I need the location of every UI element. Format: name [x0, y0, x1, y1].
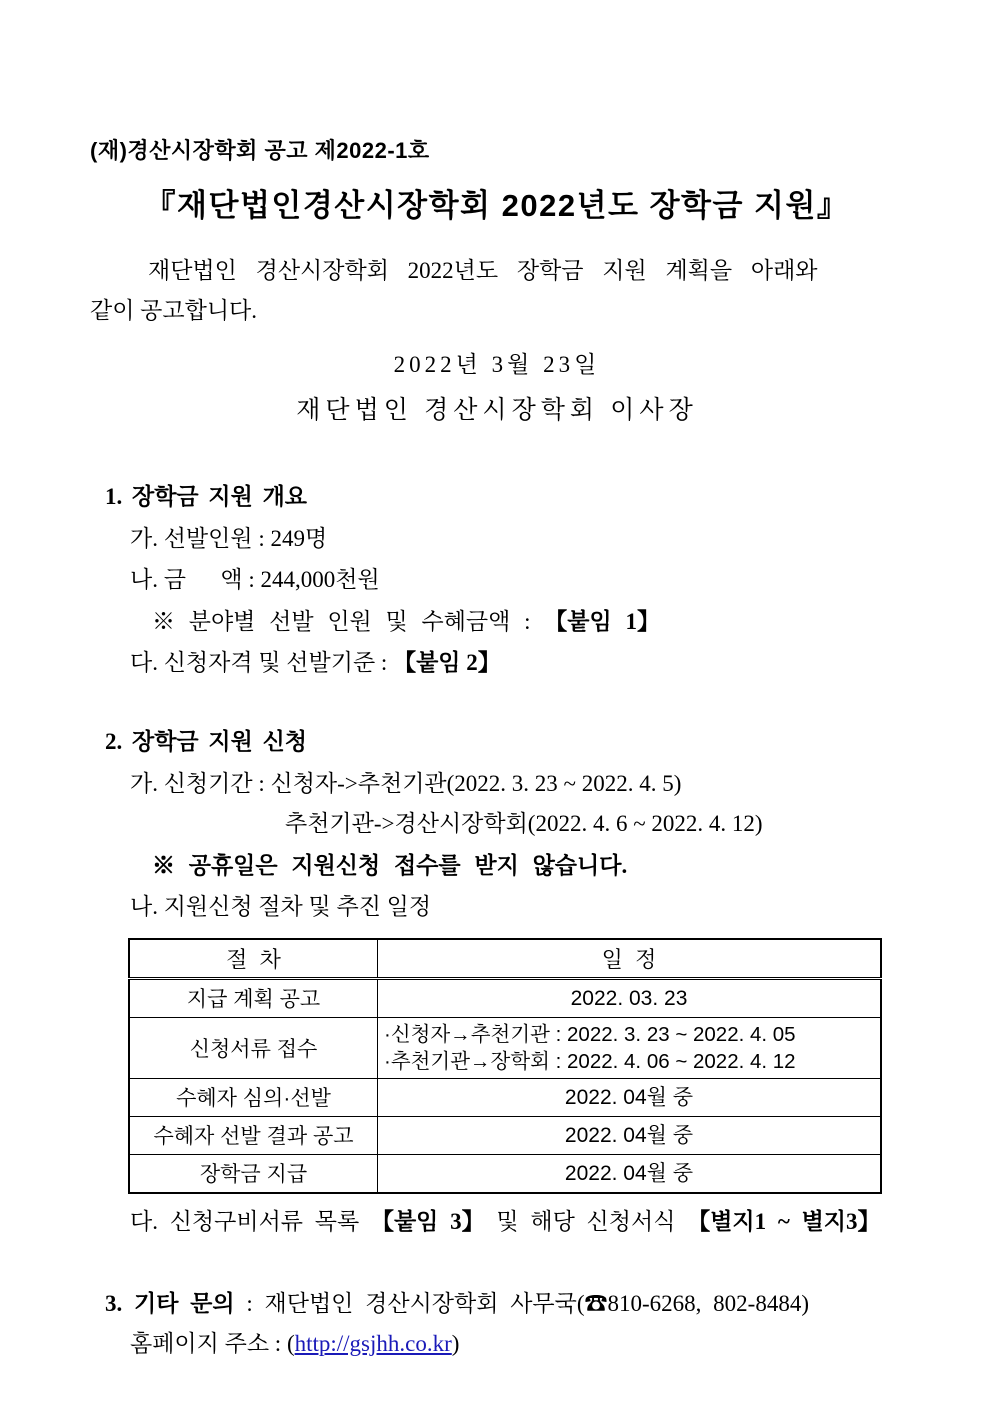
schedule-cell — [378, 1116, 882, 1154]
homepage-line: 홈페이지 주소 : (http://gsjhh.co.kr) — [130, 1330, 460, 1356]
section-contact — [90, 1285, 904, 1357]
table-row — [129, 1116, 881, 1154]
intro-line-1: 재단법인 경산시장학회 2022년도 장학금 지원 계획을 아래와 — [148, 258, 818, 283]
homepage-link[interactable]: http://gsjhh.co.kr — [294, 1330, 452, 1356]
schedule-cell — [378, 1078, 882, 1116]
schedule-cell — [378, 978, 882, 1017]
procedure-schedule-label: 나. 지원신청 절차 및 추진 일정 — [130, 894, 432, 920]
schedule-line: ·신청자→추천기관 : 2022. 3. 23 ~ 2022. 4. 05 — [384, 1022, 796, 1046]
intro-line-2: 같이 공고합니다. — [90, 298, 258, 323]
section-3-heading: 3. 기타 문의 : 재단법인 경산시장학회 사무국(☎810-6268, 802-8484) — [105, 1290, 809, 1316]
schedule-cell — [378, 1154, 882, 1193]
attachment-3-ref: 【붙임 3】 — [370, 1208, 485, 1234]
table-row — [129, 1078, 881, 1116]
procedure-cell: 지급 계획 공고 — [129, 978, 378, 1017]
schedule-column-header: 일 정 — [378, 939, 882, 979]
schedule-line: ·추천기관→장학회 : 2022. 4. 06 ~ 2022. 4. 12 — [384, 1049, 796, 1073]
forms-ref: 【별지1 ~ 별지3】 — [687, 1208, 881, 1234]
intro-paragraph — [90, 251, 904, 331]
schedule-table-body — [129, 978, 881, 1193]
schedule-line: 2022. 03. 23 — [570, 986, 688, 1010]
attachment-1-ref: 【붙임 1】 — [544, 608, 660, 634]
section-2-heading: 2. 장학금 지원 신청 — [105, 728, 308, 754]
amount: 나. 금 액 : 244,000천원 — [130, 567, 380, 593]
application-period-line-1: 가. 신청기간 : 신청자->추천기관(2022. 3. 23 ~ 2022. 4. 5) — [130, 770, 682, 796]
contact-info: : 재단법인 경산시장학회 사무국(☎810-6268, 802-8484) — [234, 1290, 809, 1316]
schedule-table — [128, 938, 882, 1194]
procedure-cell: 장학금 지급 — [129, 1154, 378, 1193]
schedule-line: 2022. 04월 중 — [564, 1085, 694, 1109]
procedure-cell: 신청서류 접수 — [129, 1017, 378, 1078]
procedure-cell: 수혜자 심의·선발 — [129, 1078, 378, 1116]
schedule-line: 2022. 04월 중 — [564, 1161, 694, 1185]
table-row — [129, 1154, 881, 1193]
attachment-2-ref: 【붙임 2】 — [393, 650, 501, 676]
signer: 재단법인 경산시장학회 이사장 — [296, 397, 698, 424]
selection-count: 가. 선발인원 : 249명 — [130, 526, 328, 551]
schedule-cell — [378, 1017, 882, 1078]
eligibility-note: 다. 신청자격 및 선발기준 : 【붙임 2】 — [130, 650, 501, 676]
schedule-line: 2022. 04월 중 — [564, 1123, 694, 1147]
procedure-column-header: 절 차 — [129, 939, 378, 979]
attachment-1-note: ※ 분야별 선발 인원 및 수혜금액 : 【붙임 1】 — [152, 608, 660, 634]
application-period-line-2: 추천기관->경산시장학회(2022. 4. 6 ~ 2022. 4. 12) — [285, 811, 763, 837]
required-documents-note: 다. 신청구비서류 목록 【붙임 3】 및 해당 신청서식 【별지1 ~ 별지3】 — [130, 1208, 881, 1234]
section-1-heading: 1. 장학금 지원 개요 — [105, 484, 308, 509]
section-application — [90, 723, 904, 1235]
holiday-note: ※ 공휴일은 지원신청 접수를 받지 않습니다. — [152, 852, 628, 878]
procedure-cell: 수혜자 선발 결과 공고 — [129, 1116, 378, 1154]
announcement-date: 2022년 3월 23일 — [393, 352, 601, 377]
section-overview — [90, 478, 904, 677]
table-row — [129, 978, 881, 1017]
page-title: 『재단법인경산시장학회 2022년도 장학금 지원』 — [144, 188, 850, 223]
table-header-row — [129, 939, 881, 979]
table-row — [129, 1017, 881, 1078]
document-number: (재)경산시장학회 공고 제2022-1호 — [90, 138, 430, 163]
